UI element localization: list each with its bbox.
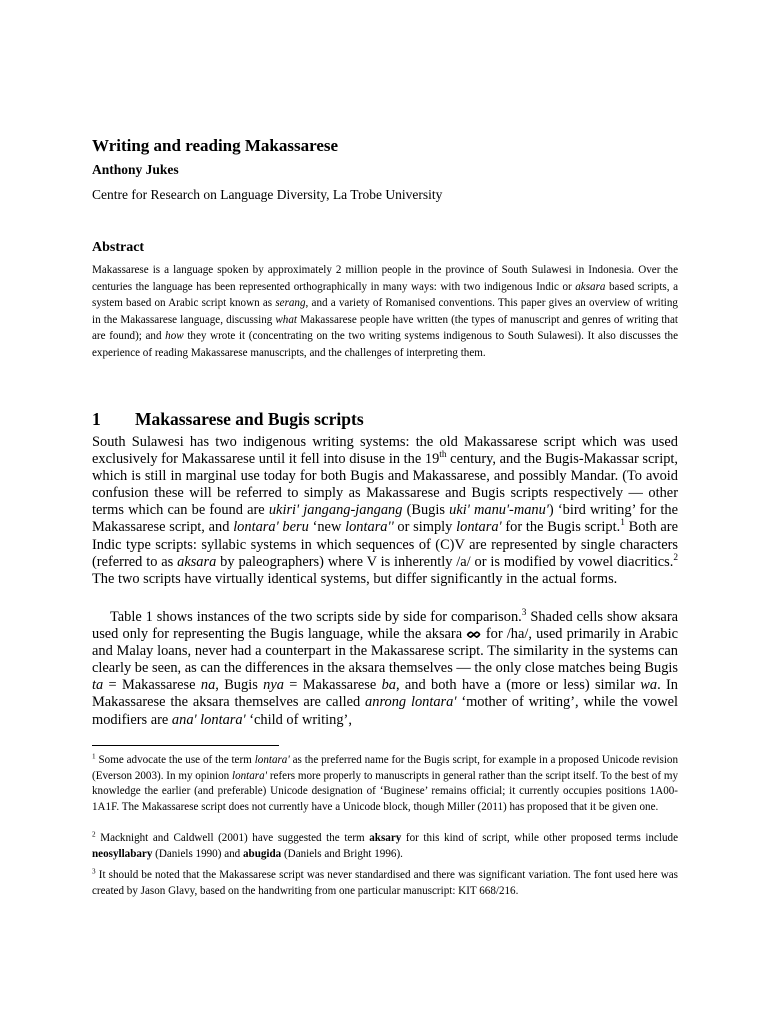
footnote-ref-3[interactable]: 3 bbox=[521, 608, 527, 619]
abstract-text: Makassarese is a language spoken by approximately 2 million people in the province of South Sulawesi in Indonesia. Over the centuries the language has been represented orthographically in many ways: with two indigenous Indic or aksara based scripts, a system based on Arabic script known as serang, and a variety of Romanised conventions. This paper gives an overview of writing in the Makassarese language, discussing what Makassarese people have written (the types of manuscript and genres of writing that are found); and how they wrote it (concentrating on the two writing systems indigenous to South Sulawesi). It also discusses the experience of reading Makassarese manuscripts, and the challenges of interpreting them. bbox=[92, 264, 678, 359]
section-heading bbox=[92, 409, 678, 430]
footnote-1: $^1$ Some advocate the use of the term lontara' as the preferred name for the Bugis script, for example in a proposed Unicode revision (Everson 2003). In my opinion lontara' refers more properly to manuscripts in general rather than the script itself. To the best of my knowledge the earlier (and preferable) Unicode designation of ‘Buginese’ remains official; it currently occupies positions 1A00-1A1F. The Makassarese script does not currently have a Unicode block, though Miller (2011) has proposed that it be given one. bbox=[92, 752, 679, 813]
body-paragraph-2: Table 1 shows instances of the two scripts side by side for comparison.$^3$ Shaded cells show aksara used only for representing the Bugis language, while the aksara ᨖ for /ha/, used primarily in Arabic and Malay loans, never had a counterpart in the Makassarese script. The similarity in the systems can clearly be seen, as can the differences in the aksara themselves — the only close matches being Bugis ta = Makassarese na, Bugis nya = Makassarese ba, and both have a (more or less) similar wa. In Makassarese the aksara themselves are called anrong lontara' ‘mother of writing’, while the vowel modifiers are ana' lontara' ‘child of writing’, bbox=[92, 608, 678, 728]
author-name: Anthony Jukes bbox=[92, 162, 179, 177]
author-affiliation: Centre for Research on Language Diversity, La Trobe University bbox=[92, 187, 443, 202]
footnote-3: $^3$ It should be noted that the Makassarese script was never standardised and there was significant variation. The font used here was created by Jason Glavy, based on the handwriting from one particular manuscript: KIT 668/216. bbox=[92, 867, 678, 897]
section-title: Makassarese and Bugis scripts bbox=[135, 409, 364, 429]
section-number: 1 bbox=[92, 409, 101, 429]
body-paragraph-1: South Sulawesi has two indigenous writing systems: the old Makassarese script which was used exclusively for Makassarese until it fell into disuse in the 19th century, and the Bugis-Makassar script, which is still in marginal use today for both Bugis and Makassarese, and possibly Mandar. (To avoid confusion these will be referred to simply as Makassarese and Bugis scripts respectively — other terms which can be found are ukiri' jangang-jangang (Bugis uki' manu'-manu') ‘bird writing’ for the Makassarese script, and lontara' beru ‘new lontara'' or simply lontara' for the Bugis script.$^1$ Both are Indic type scripts: syllabic systems in which sequences of (C)V are represented by single characters (referred to as aksara by paleographers) where V is inherently /a/ or is modified by vowel diacritics.$^2$ The two scripts have virtually identical systems, but differ significantly in the actual forms. bbox=[92, 434, 679, 587]
footnote-ref-2[interactable]: 2 bbox=[673, 552, 679, 563]
aksara-ha-glyph: ᨖ bbox=[466, 626, 482, 643]
footnote-ref-1[interactable]: 1 bbox=[620, 518, 625, 529]
footnote-2: $^2$ Macknight and Caldwell (2001) have suggested the term aksary for this kind of script, while other proposed terms include neosyllabary (Daniels 1990) and abugida (Daniels and Bright 1996). bbox=[92, 830, 679, 860]
footnote-separator bbox=[92, 745, 279, 746]
abstract-heading: Abstract bbox=[92, 240, 145, 255]
paper-title: Writing and reading Makassarese bbox=[92, 136, 339, 155]
